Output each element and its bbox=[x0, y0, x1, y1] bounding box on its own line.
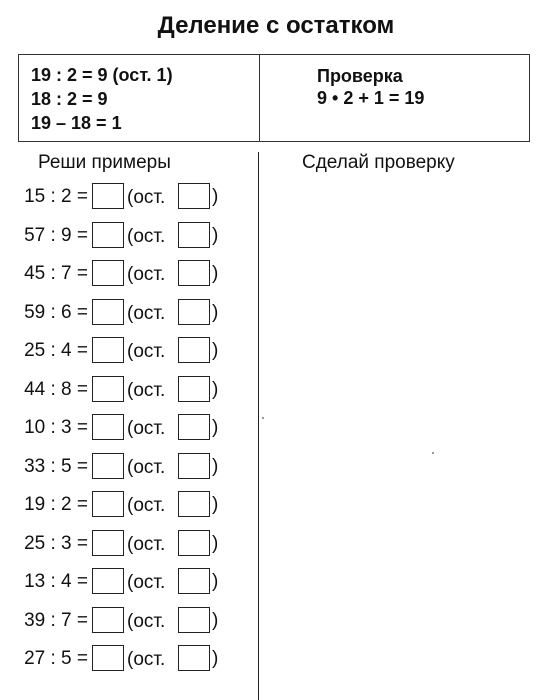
remainder-label: (ост. bbox=[127, 572, 166, 593]
problem-row bbox=[0, 568, 250, 596]
problem-expression: 44 : 8 = bbox=[24, 378, 88, 400]
remainder-label: (ост. bbox=[127, 533, 166, 555]
remainder-box[interactable] bbox=[178, 491, 210, 517]
close-paren: ) bbox=[212, 532, 219, 554]
answer-box[interactable] bbox=[92, 568, 124, 594]
problem-row bbox=[0, 607, 250, 635]
problem-expression: 33 : 5 = bbox=[24, 455, 88, 477]
example-line-1: 19 : 2 = 9 (ост. 1) bbox=[31, 65, 173, 85]
remainder-label: (ост. bbox=[127, 610, 166, 632]
answer-box[interactable] bbox=[92, 645, 124, 671]
close-paren: ) bbox=[212, 417, 219, 438]
remainder-label: (ост. bbox=[127, 187, 166, 208]
remainder-label: (ост. bbox=[127, 264, 166, 285]
problem-expression: 39 : 7 = bbox=[24, 609, 88, 631]
solve-heading: Реши примеры bbox=[38, 152, 171, 173]
problem-expression: 13 : 4 = bbox=[24, 571, 88, 592]
close-paren: ) bbox=[212, 224, 219, 246]
remainder-box[interactable] bbox=[178, 376, 210, 402]
problem-expression: 25 : 3 = bbox=[24, 532, 88, 554]
column-divider bbox=[258, 152, 259, 700]
answer-box[interactable] bbox=[92, 530, 124, 556]
problem-expression: 15 : 2 = bbox=[24, 186, 88, 207]
page-title: Деление с остатком bbox=[157, 12, 395, 39]
answer-box[interactable] bbox=[92, 376, 124, 402]
close-paren: ) bbox=[212, 378, 219, 400]
problem-expression: 27 : 5 = bbox=[24, 648, 88, 669]
scan-speck bbox=[262, 417, 264, 419]
close-paren: ) bbox=[212, 494, 219, 515]
problem-expression: 59 : 6 = bbox=[24, 301, 88, 323]
example-divider bbox=[259, 55, 260, 141]
remainder-label: (ост. bbox=[127, 456, 166, 478]
remainder-box[interactable] bbox=[178, 183, 210, 209]
example-box bbox=[18, 54, 530, 142]
remainder-label: (ост. bbox=[127, 418, 166, 439]
close-paren: ) bbox=[212, 609, 219, 631]
problem-row bbox=[0, 645, 250, 673]
example-solution bbox=[31, 63, 173, 135]
problem-row bbox=[0, 222, 250, 250]
remainder-label: (ост. bbox=[127, 495, 166, 516]
problem-row bbox=[0, 299, 250, 327]
remainder-box[interactable] bbox=[178, 568, 210, 594]
remainder-box[interactable] bbox=[178, 222, 210, 248]
problem-row bbox=[0, 376, 250, 404]
example-line-3: 19 – 18 = 1 bbox=[31, 113, 122, 133]
answer-box[interactable] bbox=[92, 260, 124, 286]
close-paren: ) bbox=[212, 571, 219, 592]
answer-box[interactable] bbox=[92, 183, 124, 209]
answer-box[interactable] bbox=[92, 299, 124, 325]
remainder-box[interactable] bbox=[178, 299, 210, 325]
example-check-line: 9 • 2 + 1 = 19 bbox=[317, 88, 425, 108]
remainder-label: (ост. bbox=[127, 649, 166, 670]
problem-expression: 25 : 4 = bbox=[24, 340, 88, 361]
problem-expression: 10 : 3 = bbox=[24, 417, 88, 438]
close-paren: ) bbox=[212, 186, 219, 207]
problem-expression: 19 : 2 = bbox=[24, 494, 88, 515]
answer-box[interactable] bbox=[92, 337, 124, 363]
remainder-box[interactable] bbox=[178, 260, 210, 286]
remainder-label: (ост. bbox=[127, 225, 166, 247]
remainder-box[interactable] bbox=[178, 530, 210, 556]
remainder-label: (ост. bbox=[127, 379, 166, 401]
scan-speck bbox=[432, 452, 434, 454]
problem-row bbox=[0, 453, 250, 481]
answer-box[interactable] bbox=[92, 222, 124, 248]
example-check bbox=[317, 65, 424, 109]
remainder-label: (ост. bbox=[127, 302, 166, 324]
answer-box[interactable] bbox=[92, 414, 124, 440]
remainder-box[interactable] bbox=[178, 645, 210, 671]
remainder-box[interactable] bbox=[178, 337, 210, 363]
problem-row bbox=[0, 260, 250, 288]
close-paren: ) bbox=[212, 648, 219, 669]
check-heading: Сделай проверку bbox=[302, 152, 455, 173]
problem-row bbox=[0, 183, 250, 211]
answer-box[interactable] bbox=[92, 453, 124, 479]
problem-expression: 57 : 9 = bbox=[24, 224, 88, 246]
close-paren: ) bbox=[212, 455, 219, 477]
problem-row bbox=[0, 530, 250, 558]
answer-box[interactable] bbox=[92, 491, 124, 517]
problem-expression: 45 : 7 = bbox=[24, 263, 88, 284]
problem-row bbox=[0, 491, 250, 519]
remainder-box[interactable] bbox=[178, 607, 210, 633]
close-paren: ) bbox=[212, 263, 219, 284]
remainder-box[interactable] bbox=[178, 414, 210, 440]
close-paren: ) bbox=[212, 301, 219, 323]
example-check-heading: Проверка bbox=[317, 66, 403, 86]
problem-row bbox=[0, 337, 250, 365]
close-paren: ) bbox=[212, 340, 219, 361]
answer-box[interactable] bbox=[92, 607, 124, 633]
problem-row bbox=[0, 414, 250, 442]
remainder-label: (ост. bbox=[127, 341, 166, 362]
remainder-box[interactable] bbox=[178, 453, 210, 479]
example-line-2: 18 : 2 = 9 bbox=[31, 89, 108, 109]
